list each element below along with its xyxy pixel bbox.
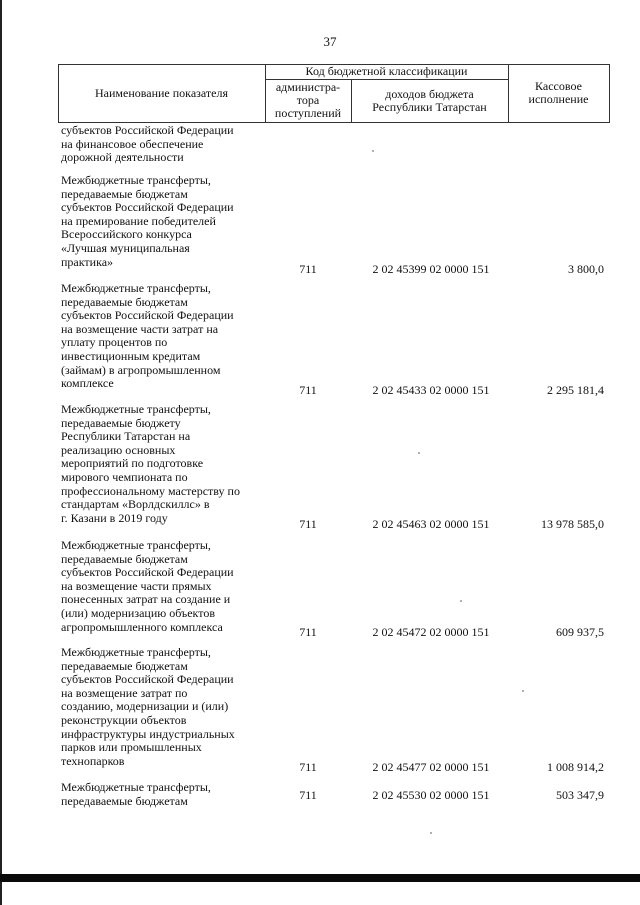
table-row-code: 2 02 45530 02 0000 151	[372, 788, 490, 802]
table-row-name: Межбюджетные трансферты, передаваемые бюджетам субъектов Российской Федерации на возмещение части затрат на уплату процентов по инвестиционным кредитам (займам) в агропромышленном комплексе	[61, 281, 234, 391]
page-number: 37	[323, 34, 337, 49]
table-row-code: 2 02 45477 02 0000 151	[372, 760, 490, 774]
table-row-name: Межбюджетные трансферты, передаваемые бюджетам субъектов Российской Федерации на возмещение части прямых понесенных затрат на создание и (или) модернизацию объектов агропромышленного комплекса	[61, 538, 234, 634]
table-row-admin: 711	[299, 788, 317, 802]
table-row-admin: 711	[299, 625, 317, 639]
scan-speck	[372, 150, 374, 152]
header-income-column: доходов бюджета Республики Татарстан	[372, 86, 487, 114]
table-row-admin: 711	[299, 262, 317, 276]
table-row-amount: 2 295 181,4	[547, 383, 604, 397]
table-row-code: 2 02 45433 02 0000 151	[372, 383, 490, 397]
table-row-amount: 609 937,5	[556, 625, 604, 639]
header-name-column: Наименование показателя	[95, 85, 228, 100]
table-row-admin: 711	[299, 760, 317, 774]
scan-speck	[430, 832, 432, 834]
table-row-amount: 13 978 585,0	[541, 517, 604, 531]
header-amount-column: Кассовое исполнение	[528, 79, 589, 106]
header-code-group: Код бюджетной классификации	[305, 64, 468, 78]
table-row-code: 2 02 45472 02 0000 151	[372, 625, 490, 639]
table-row-amount: 503 347,9	[556, 788, 604, 802]
header-admin-column: администра- тора поступлений	[274, 80, 342, 120]
scan-speck	[418, 452, 420, 454]
table-row-name: Межбюджетные трансферты, передаваемые бюджетам	[61, 780, 211, 808]
table-row-name: субъектов Российской Федерации на финансовое обеспечение дорожной деятельности	[61, 123, 234, 165]
scan-bottom-bar	[0, 874, 640, 882]
table-row-name: Межбюджетные трансферты, передаваемые бюджету Республики Татарстан на реализацию основных мероприятий по подготовке мирового чемпионата по профессиональному мастерству по стандартам «Ворлдскиллс» в г. Казани в 2019 году	[61, 402, 240, 525]
table-row-name: Межбюджетные трансферты, передаваемые бюджетам субъектов Российской Федерации на премирование победителей Всероссийского конкурса «Лучшая муниципальная практика»	[61, 173, 234, 269]
table-row-code: 2 02 45463 02 0000 151	[372, 517, 490, 531]
scan-speck	[460, 600, 462, 602]
table-row-name: Межбюджетные трансферты, передаваемые бюджетам субъектов Российской Федерации на возмещение затрат по созданию, модернизации и (или) реконструкции объектов инфраструктуры индустриальных парков или промышленных технопарков	[61, 645, 235, 768]
table-row-code: 2 02 45399 02 0000 151	[372, 262, 490, 276]
table-row-amount: 1 008 914,2	[547, 760, 604, 774]
table-row-admin: 711	[299, 383, 317, 397]
table-row-admin: 711	[299, 517, 317, 531]
scan-speck	[522, 690, 524, 692]
table-row-amount: 3 800,0	[568, 262, 604, 276]
